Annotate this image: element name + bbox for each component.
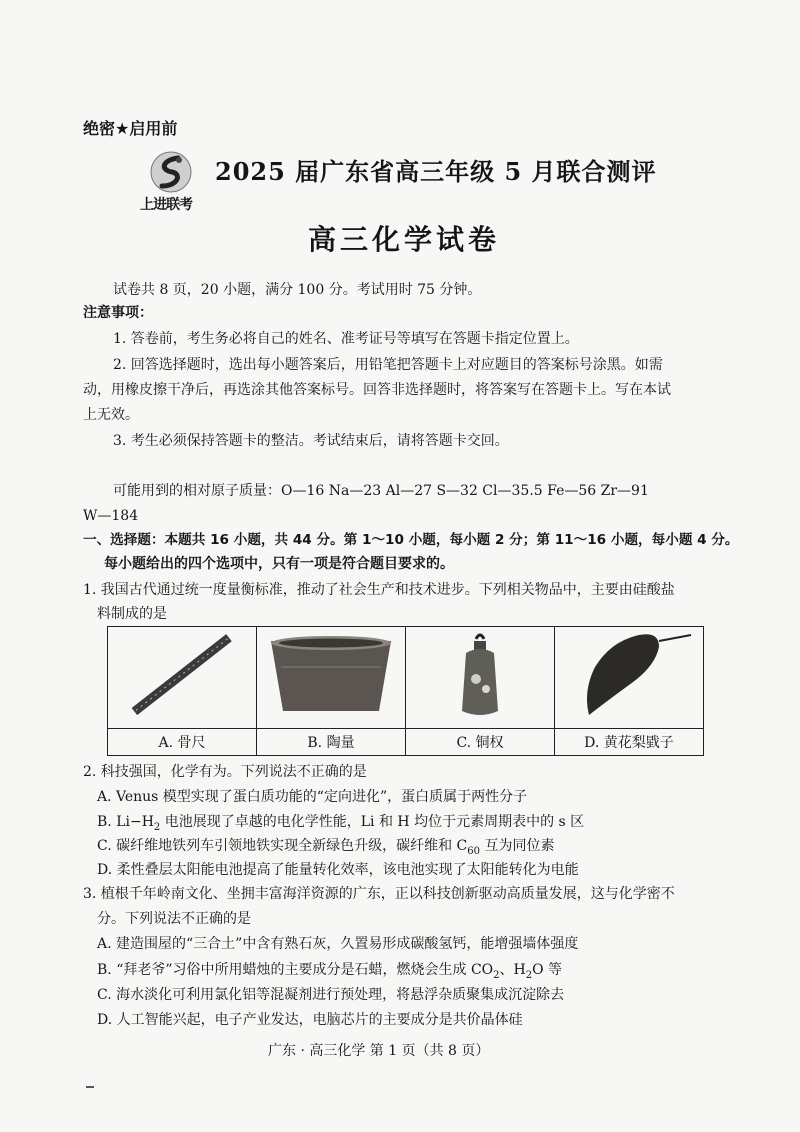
option-text: B. Li−H: [97, 814, 154, 830]
option-c-image: [406, 627, 555, 729]
question-3-option-c: C. 海水淡化可利用氯化铝等混凝剂进行预处理，将悬浮杂质聚集成沉淀除去: [97, 987, 565, 1003]
logo-text: 上进联考: [140, 197, 192, 213]
notice-item-continued: 上无效。: [83, 407, 139, 423]
scan-mark: [86, 1086, 94, 1088]
page-footer: 广东 · 高三化学 第 1 页（共 8 页）: [268, 1043, 490, 1059]
notice-heading: 注意事项：: [83, 305, 153, 321]
question-2-option-a: A. Venus 模型实现了蛋白质功能的“定向进化”，蛋白质属于两性分子: [97, 789, 528, 805]
option-text: B. “拜老爷”习俗中所用蜡烛的主要成分是石蜡，燃烧会生成 CO: [97, 962, 494, 978]
question-1-stem-continued: 料制成的是: [97, 606, 167, 622]
pottery-measure-icon: [257, 627, 405, 724]
question-3-stem: 3. 植根千年岭南文化、坐拥丰富海洋资源的广东，正以科技创新驱动高质量发展，这与化学密不: [83, 886, 675, 902]
page-title: 高三化学试卷: [308, 223, 501, 256]
notice-item: 1. 答卷前，考生务必将自己的姓名、准考证号等填写在答题卡指定位置上。: [113, 331, 579, 347]
option-c-label: C. 铜权: [406, 729, 555, 756]
option-a-image: [108, 627, 257, 729]
subscript: 2: [493, 969, 500, 981]
bronze-weight-icon: [406, 627, 554, 724]
notice-item: 3. 考生必须保持答题卡的整洁。考试结束后，请将答题卡交回。: [113, 433, 509, 449]
option-text: O 等: [532, 962, 563, 978]
option-text: 、H: [499, 962, 526, 978]
option-a-label: A. 骨尺: [108, 729, 257, 756]
question-1-options-table: [107, 626, 704, 756]
exam-title: 2025 届广东省高三年级 5 月联合测评: [215, 157, 657, 186]
question-2-stem: 2. 科技强国，化学有为。下列说法不正确的是: [83, 764, 367, 780]
atomic-masses: 可能用到的相对原子质量：O—16 Na—23 Al—27 S—32 Cl—35.5 Fe—56 Zr—91: [113, 483, 649, 499]
section-instruction: 每小题给出的四个选项中，只有一项是符合题目要求的。: [104, 556, 454, 572]
confidential-label: 绝密★启用前: [83, 119, 178, 138]
option-text: 电池展现了卓越的电化学性能，Li 和 H 均位于元素周期表中的 s 区: [160, 814, 585, 830]
atomic-masses-continued: W—184: [83, 508, 139, 524]
option-b-image: [257, 627, 406, 729]
subscript: 2: [153, 821, 161, 833]
subscript: 60: [467, 845, 481, 857]
option-text: 互为同位素: [480, 838, 555, 854]
question-2-option-d: D. 柔性叠层太阳能电池提高了能量转化效率，该电池实现了太阳能转化为电能: [97, 862, 579, 878]
bone-ruler-icon: [108, 627, 256, 724]
exam-info: 试卷共 8 页，20 小题，满分 100 分。考试用时 75 分钟。: [113, 282, 482, 298]
question-2-option-b: [97, 812, 584, 838]
option-text: C. 碳纤维地铁列车引领地铁实现全新绿色升级，碳纤维和 C: [97, 838, 468, 854]
question-3-option-d: D. 人工智能兴起，电子产业发达，电脑芯片的主要成分是共价晶体硅: [97, 1012, 523, 1028]
subscript: 2: [525, 969, 533, 981]
question-3-option-a: A. 建造围屋的“三合土”中含有熟石灰，久置易形成碳酸氢钙，能增强墙体强度: [97, 936, 579, 952]
option-b-label: B. 陶量: [257, 729, 406, 756]
logo: [140, 150, 206, 212]
section-heading: 一、选择题：本题共 16 小题，共 44 分。第 1～10 小题，每小题 2 分；第 11～16 小题，每小题 4 分。: [83, 532, 739, 548]
option-d-image: [555, 627, 704, 729]
question-3-option-b: [97, 960, 562, 986]
question-1-stem: 1. 我国古代通过统一度量衡标准，推动了社会生产和技术进步。下列相关物品中，主要由硅酸盐: [83, 582, 675, 598]
question-2-option-c: [97, 836, 554, 862]
wooden-scale-icon: [555, 627, 703, 724]
option-d-label: D. 黄花梨戥子: [555, 729, 704, 756]
notice-item: 2. 回答选择题时，选出每小题答案后，用铅笔把答题卡上对应题目的答案标号涂黑。如需: [113, 357, 663, 373]
question-3-stem-continued: 分。下列说法不正确的是: [97, 911, 251, 927]
logo-emblem-icon: [148, 150, 194, 194]
notice-item-continued: 动，用橡皮擦干净后，再选涂其他答案标号。回答非选择题时，将答案写在答题卡上。写在本试: [83, 382, 671, 398]
